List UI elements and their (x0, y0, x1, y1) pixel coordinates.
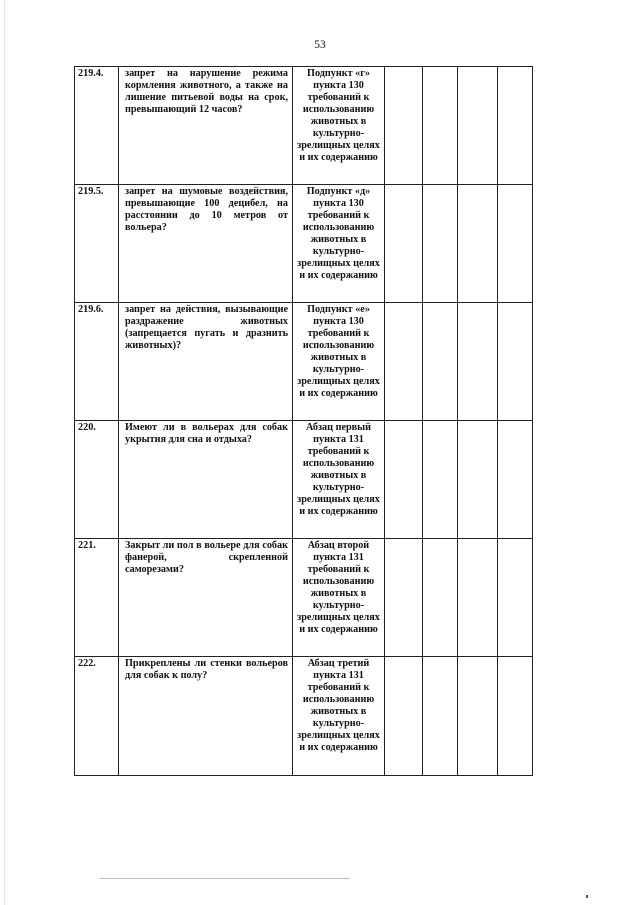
answer-cell (423, 185, 458, 303)
row-number: 222. (75, 657, 119, 776)
page-number: 53 (314, 39, 326, 51)
row-reference: Подпункт «д» пункта 130 требований к использованию животных в культурно-зрелищных целях и их содержанию (293, 185, 385, 303)
answer-cell (458, 185, 498, 303)
table-row (75, 303, 533, 421)
row-number: 220. (75, 421, 119, 539)
row-question: запрет на шумовые воздействия, превышающие 100 децибел, на расстоянии до 10 метров от вольера? (119, 185, 293, 303)
table-row (75, 539, 533, 657)
row-question: запрет на нарушение режима кормления животного, а также на лишение питьевой воды на срок, превышающий 12 часов? (119, 67, 293, 185)
answer-cell (458, 67, 498, 185)
answer-cell (385, 303, 423, 421)
table-row (75, 657, 533, 776)
row-reference: Подпункт «г» пункта 130 требований к использованию животных в культурно-зрелищных целях и их содержанию (293, 67, 385, 185)
row-question: Прикреплены ли стенки вольеров для собак к полу? (119, 657, 293, 776)
row-question: Закрыт ли пол в вольере для собак фанерой, скрепленной саморезами? (119, 539, 293, 657)
scan-edge-line (4, 0, 5, 905)
answer-cell (385, 67, 423, 185)
answer-cell (498, 303, 533, 421)
answer-cell (498, 539, 533, 657)
row-reference: Абзац первый пункта 131 требований к использованию животных в культурно-зрелищных целях и их содержанию (293, 421, 385, 539)
answer-cell (458, 657, 498, 776)
answer-cell (458, 539, 498, 657)
row-number: 221. (75, 539, 119, 657)
row-reference: Подпункт «е» пункта 130 требований к использованию животных в культурно-зрелищных целях и их содержанию (293, 303, 385, 421)
answer-cell (498, 185, 533, 303)
answer-cell (423, 67, 458, 185)
table-row (75, 67, 533, 185)
answer-cell (498, 421, 533, 539)
row-number: 219.4. (75, 67, 119, 185)
row-number: 219.6. (75, 303, 119, 421)
answer-cell (385, 539, 423, 657)
answer-cell (423, 657, 458, 776)
answer-cell (458, 421, 498, 539)
scan-footer-line (100, 878, 350, 879)
row-question: запрет на действия, вызывающие раздражение животных (запрещается пугать и дразнить животных)? (119, 303, 293, 421)
answer-cell (423, 421, 458, 539)
row-reference: Абзац третий пункта 131 требований к использованию животных в культурно-зрелищных целях и их содержанию (293, 657, 385, 776)
answer-cell (385, 421, 423, 539)
scan-speck (586, 895, 588, 898)
row-reference: Абзац второй пункта 131 требований к использованию животных в культурно-зрелищных целях и их содержанию (293, 539, 385, 657)
answer-cell (498, 657, 533, 776)
answer-cell (385, 185, 423, 303)
answer-cell (458, 303, 498, 421)
answer-cell (498, 67, 533, 185)
row-number: 219.5. (75, 185, 119, 303)
checklist-table (74, 66, 533, 776)
table-row (75, 185, 533, 303)
answer-cell (423, 303, 458, 421)
answer-cell (423, 539, 458, 657)
table-row (75, 421, 533, 539)
answer-cell (385, 657, 423, 776)
row-question: Имеют ли в вольерах для собак укрытия для сна и отдыха? (119, 421, 293, 539)
